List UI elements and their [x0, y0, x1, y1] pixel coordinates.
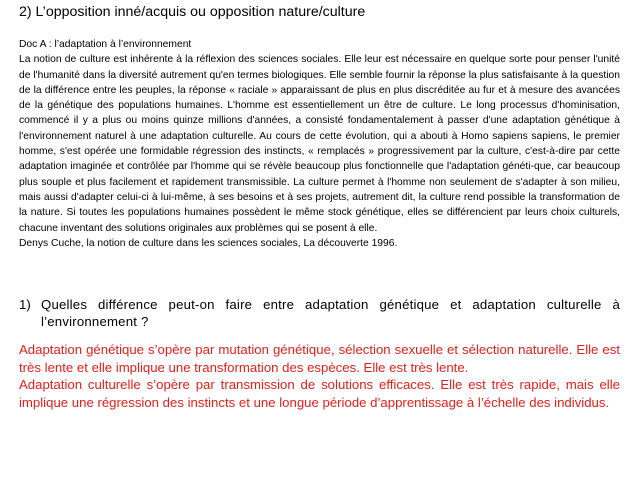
question-number: 1) [19, 297, 31, 312]
document-body: La notion de culture est inhérente à la réflexion des sciences sociales. Elle leur est nécessaire en quelque sorte pour penser l'unité de l'humanité dans la diversité autrement qu'en termes biologiques. Elle semble fournir la réponse la plus satisfaisante à la question de la différence entre les peuples, la réponse « raciale » apparaissant de plus en plus discréditée au fur et à mesure des avancées de la génétique des populations humaines. L'homme est essentiellement un être de culture. Le long processus d'hominisation, commencé il y a plus ou moins quinze millions d'années, a consisté fondamentalement à passer d'une adaptation génétique à l'environnement naturel à une adaptation culturelle. Au cours de cette évolution, qui a abouti à Homo sapiens sapiens, le premier homme, s'est opérée une formidable régression des instincts, « remplacés » progressivement par la culture, c'est-à-dire par cette adaptation imaginée et contrôlée par l'homme qui se révèle beaucoup plus fonctionnelle que l'adaptation généti-que, car beaucoup plus souple et plus facilement et rapidement transmissible. La culture permet à l'homme non seulement de s'adapter à son milieu, mais aussi d'adapter celui-ci à lui-même, à ses besoins et à ses projets, autrement dit, la culture rend possible la transformation de la nature. Si toutes les populations humaines possèdent le même stock génétique, elles se différencient par leurs choix culturels, chacune inventant des solutions originales aux problèmes qui se posent à elle. [19, 54, 620, 234]
question-1 [19, 296, 620, 330]
answer-cultural: Adaptation culturelle s’opère par transmission de solutions efficaces. Elle est très rapide, mais elle implique une régression des instincts et une longue période d’apprentissage à l’échelle des individus. [19, 377, 620, 410]
answer-genetic: Adaptation génétique s’opère par mutation génétique, sélection sexuelle et sélection naturelle. Elle est très lente et elle implique une transformation des espèces. Elle est très lente. [19, 342, 620, 375]
question-text: Quelles différence peut-on faire entre adaptation génétique et adaptation culturelle à l’environnement ? [41, 297, 620, 329]
document-heading: Doc A : l’adaptation à l’environnement [19, 39, 192, 50]
section-title: 2) L’opposition inné/acquis ou opposition nature/culture [19, 4, 366, 20]
document-a [19, 37, 620, 251]
answer-block [19, 341, 620, 411]
document-source: Denys Cuche, la notion de culture dans les sciences sociales, La découverte 1996. [19, 237, 398, 249]
